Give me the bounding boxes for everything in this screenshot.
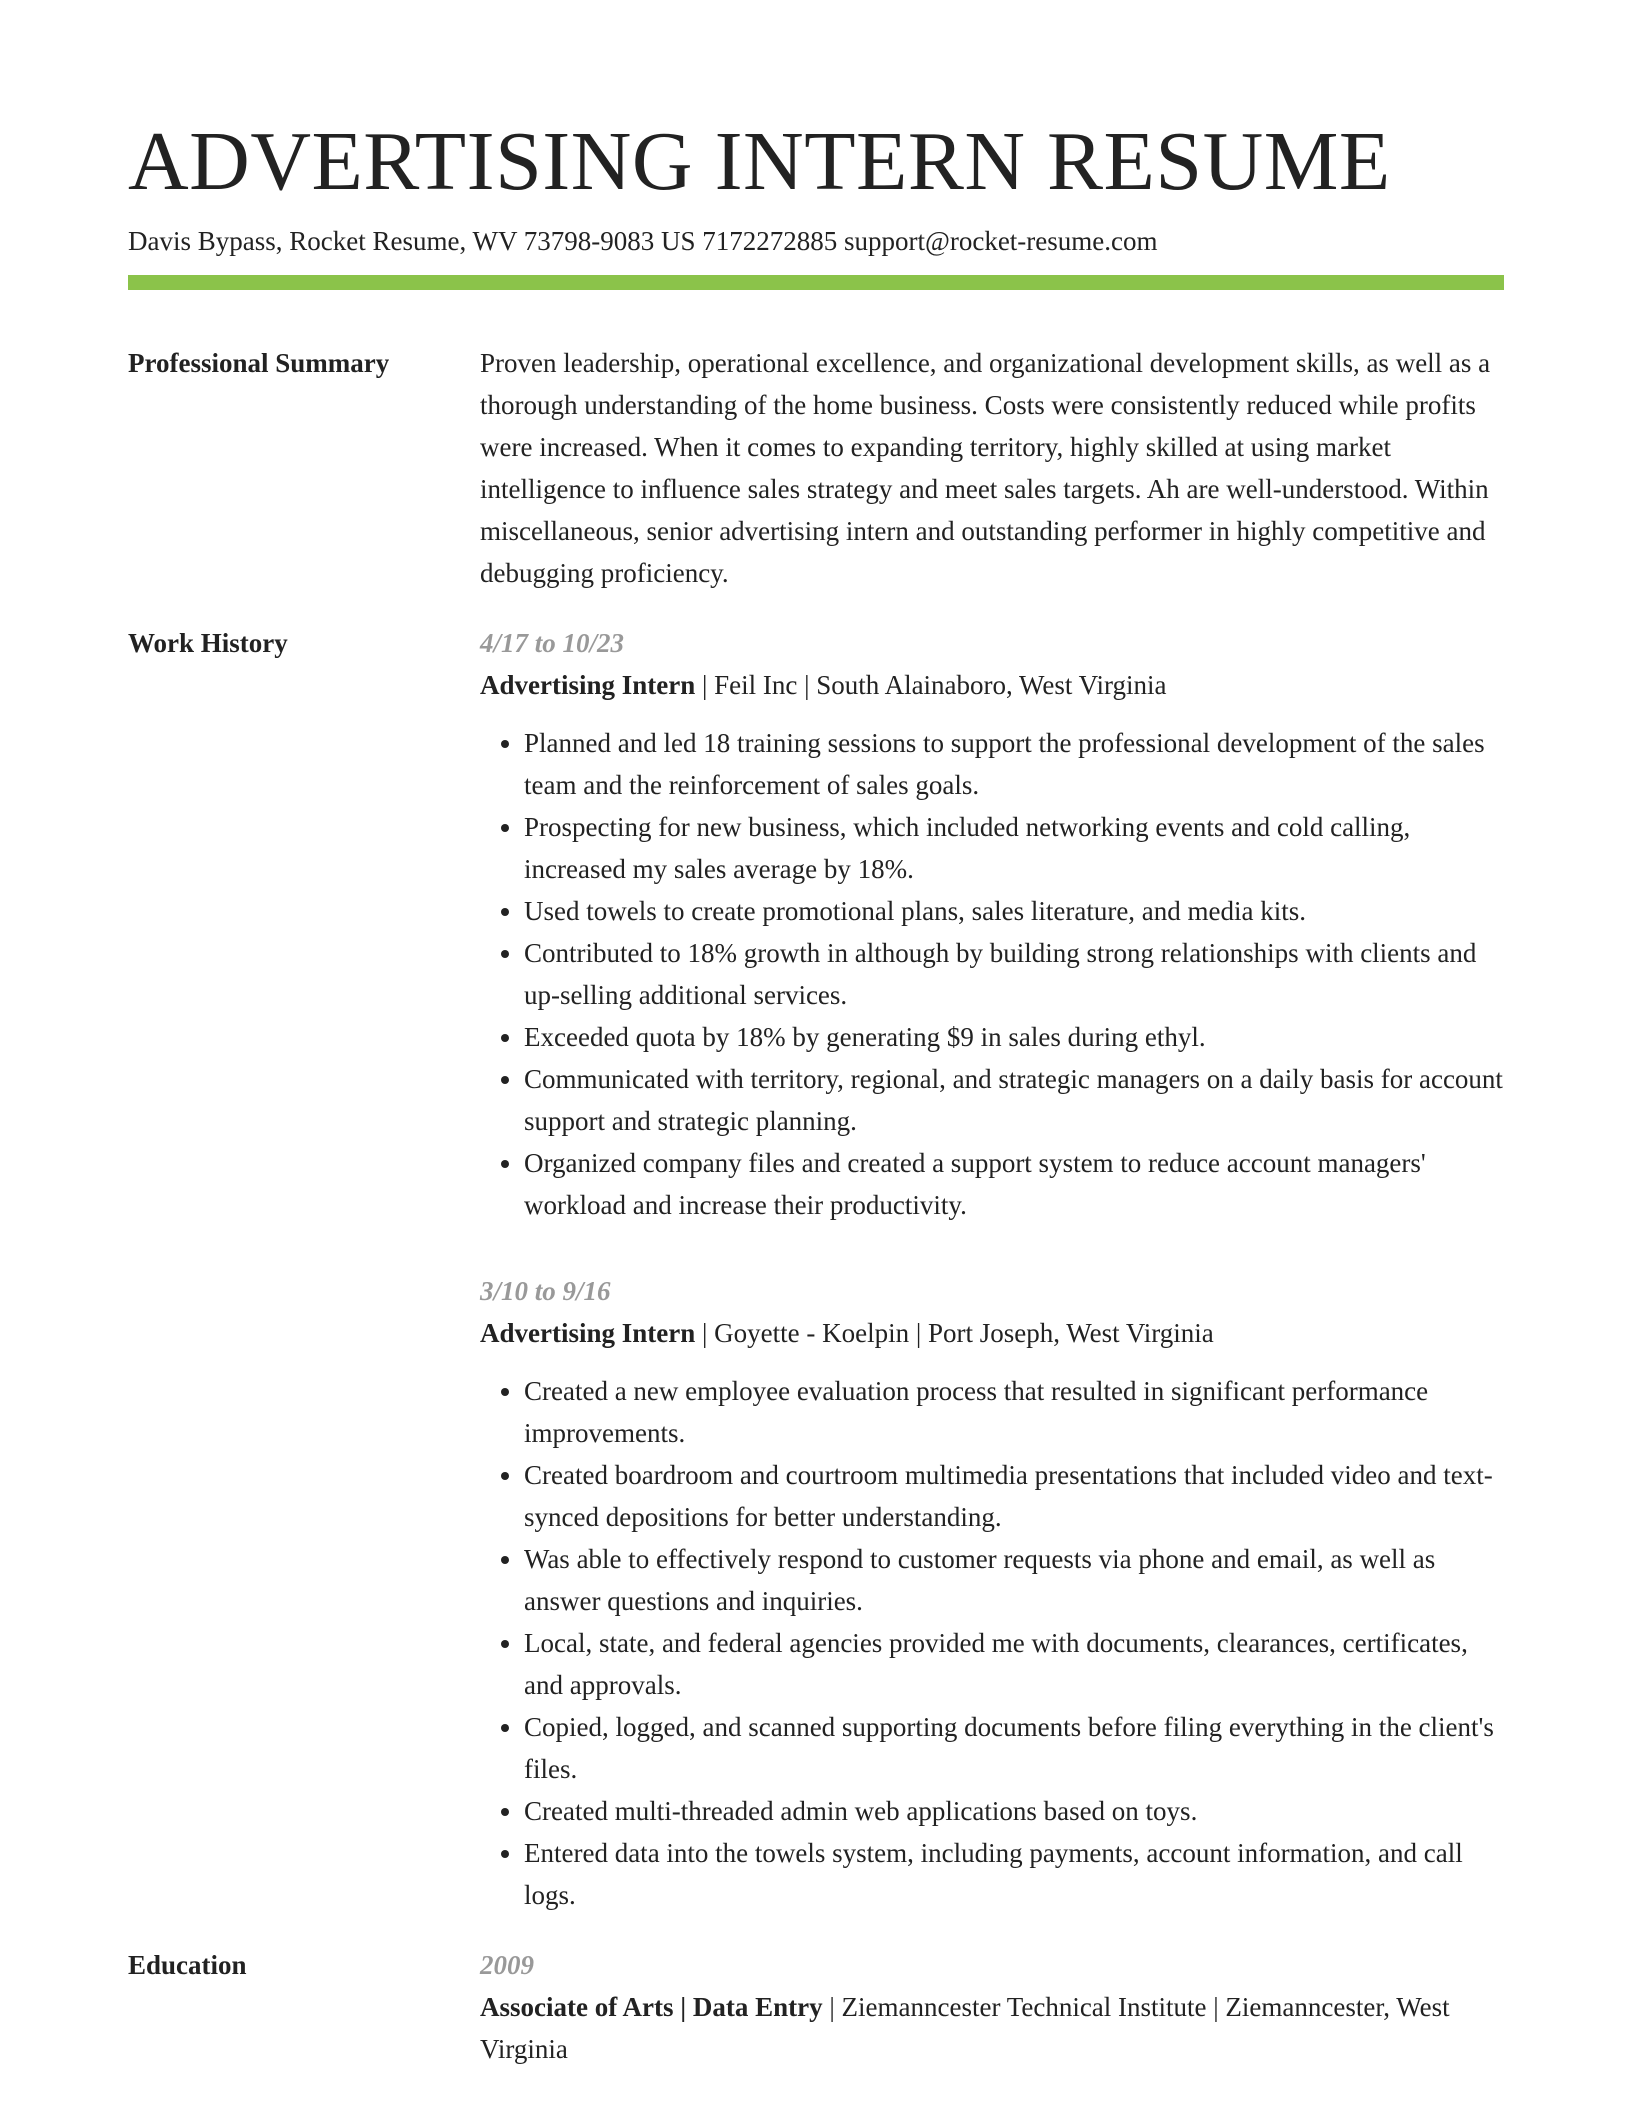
list-item: • Exceeded quota by 18% by generating $9 in sales during ethyl. <box>524 1016 1504 1058</box>
section-label-summary: Professional Summary <box>128 348 390 379</box>
section-label-education: Education <box>128 1950 247 1981</box>
job-bullets <box>480 722 1504 1226</box>
list-item: • Created boardroom and courtroom multimedia presentations that included video and text-synced depositions for better understanding. <box>524 1454 1504 1538</box>
list-item: • Created multi-threaded admin web applications based on toys. <box>524 1790 1504 1832</box>
job-entry <box>480 1270 1504 1916</box>
job-role: Advertising Intern <box>480 670 696 701</box>
work-history-section <box>128 622 1504 1916</box>
list-item: • Created a new employee evaluation process that resulted in significant performance improvements. <box>524 1370 1504 1454</box>
professional-summary-section <box>128 342 1504 594</box>
contact-info: Davis Bypass, Rocket Resume, WV 73798-9083 US 7172272885 support@rocket-resume.com <box>128 226 1158 257</box>
summary-body <box>480 342 1504 594</box>
job-role: Advertising Intern <box>480 1318 696 1349</box>
education-details: | Ziemanncester Technical Institute | Ziemanncester, West Virginia <box>480 1992 1450 2065</box>
header-divider <box>128 275 1504 290</box>
education-dates: 2009 <box>480 1950 534 1981</box>
list-item: • Communicated with territory, regional, and strategic managers on a daily basis for account support and strategic planning. <box>524 1058 1504 1142</box>
list-item: • Entered data into the towels system, including payments, account information, and call logs. <box>524 1832 1504 1916</box>
list-item: • Was able to effectively respond to customer requests via phone and email, as well as answer questions and inquiries. <box>524 1538 1504 1622</box>
education-line <box>480 1986 1504 2070</box>
summary-text: Proven leadership, operational excellence, and organizational development skills, as well as a thorough understanding of the home business. Costs were consistently reduced while profits were increased. When it comes to expanding territory, highly skilled at using market intelligence to influence sales strategy and meet sales targets. Ah are well-understood. Within miscellaneous, senior advertising intern and outstanding performer in highly competitive and debugging proficiency. <box>480 348 1491 589</box>
job-details: | Goyette - Koelpin | Port Joseph, West Virginia <box>695 1318 1214 1349</box>
resume-page <box>128 115 1504 2070</box>
list-item: • Copied, logged, and scanned supporting documents before filing everything in the client's files. <box>524 1706 1504 1790</box>
list-item: • Used towels to create promotional plans, sales literature, and media kits. <box>524 890 1504 932</box>
list-item: • Planned and led 18 training sessions to support the professional development of the sales team and the reinforcement of sales goals. <box>524 722 1504 806</box>
work-body <box>480 622 1504 1916</box>
list-item: • Contributed to 18% growth in although by building strong relationships with clients and up-selling additional services. <box>524 932 1504 1016</box>
resume-title: ADVERTISING INTERN RESUME <box>128 115 1391 208</box>
education-section <box>128 1944 1504 2070</box>
job-entry <box>480 622 1504 1226</box>
job-role-line <box>480 664 1504 706</box>
job-role-line <box>480 1312 1504 1354</box>
job-details: | Feil Inc | South Alainaboro, West Virginia <box>695 670 1167 701</box>
list-item: • Local, state, and federal agencies provided me with documents, clearances, certificates, and approvals. <box>524 1622 1504 1706</box>
job-dates: 3/10 to 9/16 <box>480 1276 611 1307</box>
list-item: • Prospecting for new business, which included networking events and cold calling, increased my sales average by 18%. <box>524 806 1504 890</box>
job-bullets <box>480 1370 1504 1916</box>
list-item: • Organized company files and created a support system to reduce account managers' workload and increase their productivity. <box>524 1142 1504 1226</box>
education-degree: Associate of Arts | Data Entry <box>480 1992 823 2023</box>
job-dates: 4/17 to 10/23 <box>480 628 625 659</box>
section-label-work: Work History <box>128 628 288 659</box>
education-body <box>480 1944 1504 2070</box>
